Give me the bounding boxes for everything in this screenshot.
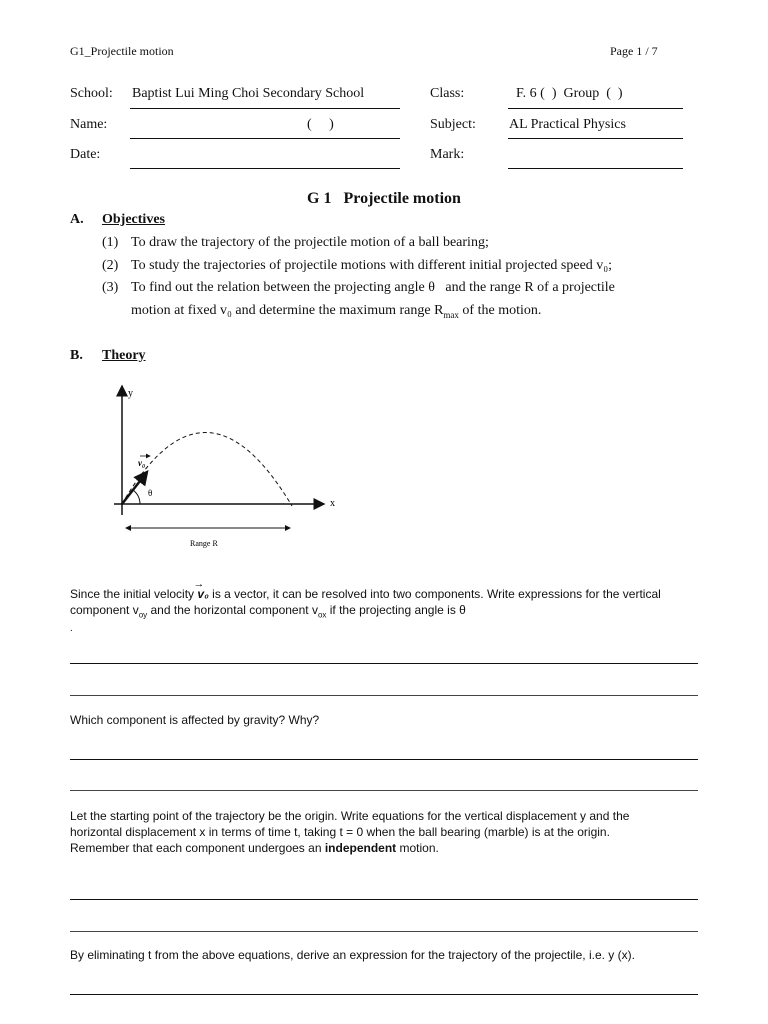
objective-text-continued: motion at fixed v₀ and determine the maximum range $R_{max}$ of the motion. xyxy=(131,303,542,320)
answer-line[interactable] xyxy=(70,695,698,696)
answer-line[interactable] xyxy=(70,994,698,995)
answer-line[interactable] xyxy=(70,759,698,760)
answer-line[interactable] xyxy=(70,899,698,900)
mark-label: Mark: xyxy=(430,147,465,162)
question-trajectory-expression: By eliminating t from the above equations, derive an expression for the trajectory of the projectile, i.e. y (x). xyxy=(70,948,635,962)
answer-line[interactable] xyxy=(70,931,698,932)
name-paren: ( ) xyxy=(307,117,334,132)
school-underline xyxy=(130,108,400,109)
y-axis-label: y xyxy=(128,388,133,399)
document-id: G1_Projectile motion xyxy=(70,44,174,58)
section-a-heading: Objectives xyxy=(102,212,165,227)
date-label: Date: xyxy=(70,147,101,162)
answer-line[interactable] xyxy=(70,790,698,791)
objective-number: (3) xyxy=(102,280,119,295)
x-axis-label: x xyxy=(330,498,335,509)
mark-field[interactable] xyxy=(508,168,683,169)
question-gravity: Which component is affected by gravity? Why? xyxy=(70,713,320,727)
subject-underline xyxy=(508,138,683,139)
name-field[interactable] xyxy=(130,138,400,139)
school-value: Baptist Lui Ming Choi Secondary School xyxy=(132,86,365,101)
date-field[interactable] xyxy=(130,168,400,169)
class-underline xyxy=(508,108,683,109)
objective-number: (1) xyxy=(102,235,119,250)
class-value: F. 6 ( ) Group ( ) xyxy=(516,86,623,101)
class-label: Class: xyxy=(430,86,465,101)
velocity-label: v₀ xyxy=(138,458,146,468)
section-b-heading: Theory xyxy=(102,348,146,363)
school-label: School: xyxy=(70,86,113,101)
page-title: G 1 Projectile motion xyxy=(307,190,461,207)
subject-value: AL Practical Physics xyxy=(509,117,626,132)
objective-text: To study the trajectories of projectile motions with different initial projected speed v₀; xyxy=(131,258,613,273)
angle-arc xyxy=(133,490,140,504)
question-velocity-components: Since the initial velocity v₀ → is a vector, it can be resolved into two components. Write expressions for the vertical component $v_{oy}$ and the horizontal component $v_{ox}$ if the projecting angle is θ . xyxy=(70,578,661,635)
answer-line[interactable] xyxy=(70,663,698,664)
name-label: Name: xyxy=(70,117,108,132)
question-displacement-equations: Let the starting point of the trajectory be the origin. Write equations for the vertical displacement y and the horizontal displacement x in terms of time t, taking t = 0 when the ball bearing (marble) is at the origin. Remember that each component undergoes an independent motion. xyxy=(70,809,630,855)
objective-text: To find out the relation between the projecting angle θ and the range R of a projectile xyxy=(131,280,615,295)
projectile-diagram xyxy=(100,380,360,555)
page-number: Page 1 / 7 xyxy=(610,44,658,58)
angle-label: θ xyxy=(148,488,153,498)
subject-label: Subject: xyxy=(430,117,476,132)
section-a-letter: A. xyxy=(70,212,84,227)
range-label: Range R xyxy=(190,539,218,548)
objective-number: (2) xyxy=(102,258,119,273)
velocity-symbol: v₀ → xyxy=(193,578,209,601)
velocity-vector xyxy=(122,472,147,504)
objective-text: To draw the trajectory of the projectile motion of a ball bearing; xyxy=(131,235,489,250)
section-b-letter: B. xyxy=(70,348,83,363)
